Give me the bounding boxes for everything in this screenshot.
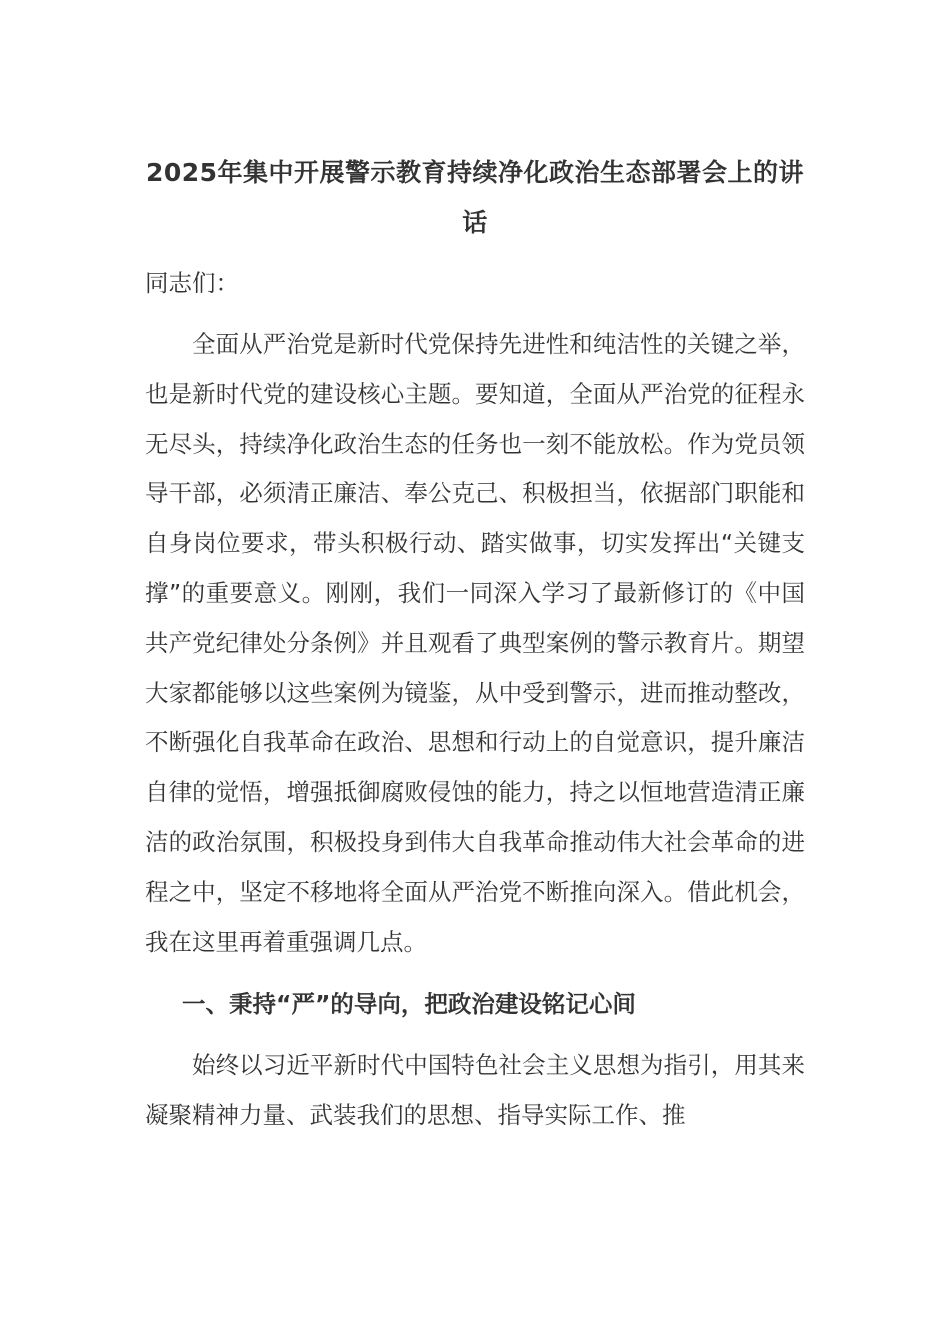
body-paragraph: 全面从严治党是新时代党保持先进性和纯洁性的关键之举，也是新时代党的建设核心主题。要知道，全面从严治党的征程永无尽头，持续净化政治生态的任务也一刻不能放松。作为党员领导干部，必须清正廉洁、奉公克己、积极担当，依据部门职能和自身岗位要求，带头积极行动、踏实做事，切实发挥出“关键支撑”的重要意义。刚刚，我们一同深入学习了最新修订的《中国共产党纪律处分条例》并且观看了典型案例的警示教育片。期望大家都能够以这些案例为镜鉴，从中受到警示，进而推动整改，不断强化自我革命在政治、思想和行动上的自觉意识，提升廉洁自律的觉悟，增强抵御腐败侵蚀的能力，持之以恒地营造清正廉洁的政治氛围，积极投身到伟大自我革命推动伟大社会革命的进程之中，坚定不移地将全面从严治党不断推向深入。借此机会，我在这里再着重强调几点。 <box>145 330 805 956</box>
salutation: 同志们： <box>145 269 239 297</box>
document-page <box>145 148 805 1141</box>
section-heading: 一、秉持“严”的导向，把政治建设铭记心间 <box>182 990 636 1019</box>
section-paragraph: 始终以习近平新时代中国特色社会主义思想为指引，用其来凝聚精神力量、武装我们的思想、指导实际工作、推 <box>145 1051 805 1130</box>
document-title: 2025年集中开展警示教育持续净化政治生态部署会上的讲话 <box>145 158 805 237</box>
